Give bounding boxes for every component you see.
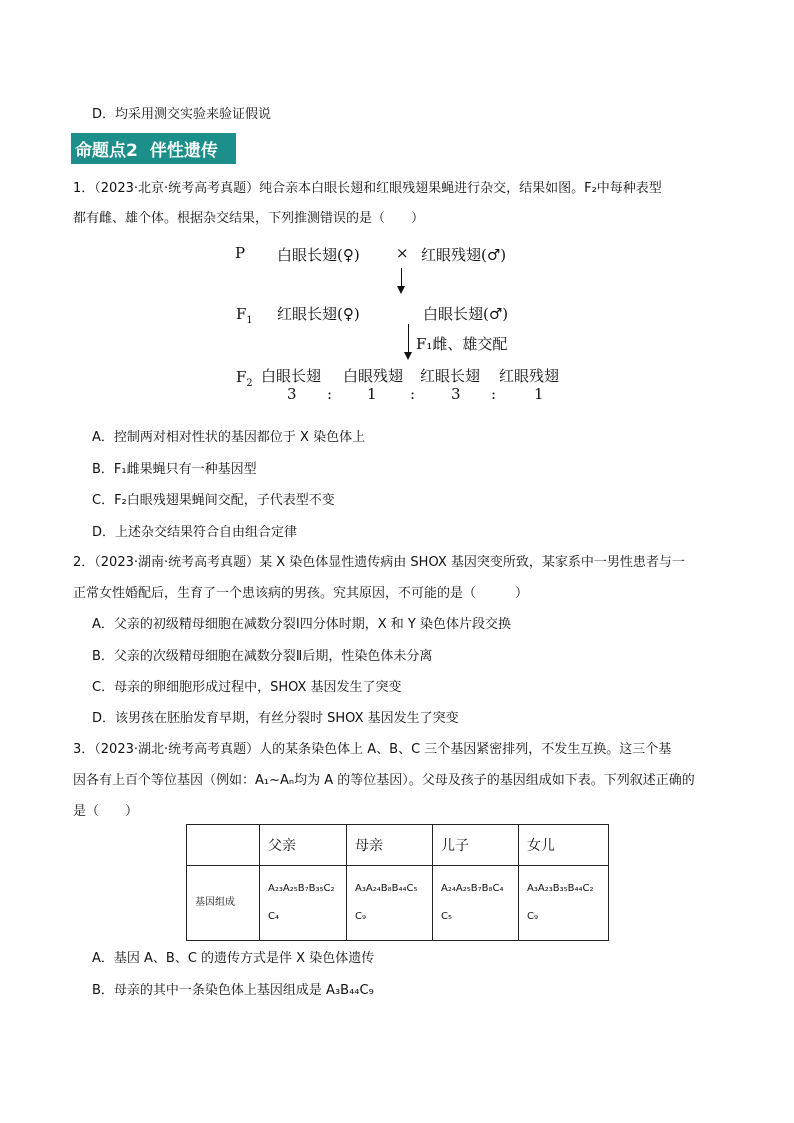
q1-option-d: D．上述杂交结果符合自由组合定律: [92, 525, 298, 540]
ratio-colon: :: [327, 385, 333, 403]
q2-option-d: D．该男孩在胚胎发育早期，有丝分裂时 SHOX 基因发生了突变: [92, 711, 459, 726]
ratio-colon: :: [410, 385, 416, 403]
table-cell-mother: A₃A₂₄B₈B₄₄C₅ C₉: [347, 866, 433, 941]
q1-option-a: A．控制两对相对性状的基因都位于 X 染色体上: [92, 430, 366, 445]
q3-stem-line2: 因各有上百个等位基因（例如：A₁~Aₙ均为 A 的等位基因）。父母及孩子的基因组成如下表。下列叙述正确的: [73, 773, 695, 788]
cross-symbol: ×: [396, 244, 409, 262]
gene-table: [186, 824, 609, 941]
f2-phenotype: 红眼残翅: [499, 367, 560, 385]
f2-label: $F_2$: [236, 368, 253, 389]
f1-male: 白眼长翅(♂): [423, 305, 509, 323]
section-label: 命题点2: [75, 141, 138, 161]
table-header-son: 儿子: [433, 825, 519, 866]
ratio-colon: :: [491, 385, 497, 403]
p-female: 白眼长翅(♀): [277, 246, 360, 264]
table-header-empty: [187, 825, 260, 866]
table-header-father: 父亲: [260, 825, 347, 866]
q1-stem-line2: 都有雌、雄个体。根据杂交结果，下列推测错误的是（ ）: [73, 211, 425, 226]
ratio-value: 1: [367, 385, 377, 403]
q3-option-b: B．母亲的其中一条染色体上基因组成是 A₃B₄₄C₉: [92, 983, 374, 998]
table-row: [187, 866, 609, 941]
q1-option-c: C．F₂白眼残翅果蝇间交配，子代表型不变: [92, 493, 335, 508]
section-title: 伴性遗传: [149, 141, 218, 161]
f1-label: $F_1$: [236, 305, 253, 326]
table-cell-daughter: A₃A₂₃B₃₅B₄₄C₂ C₉: [519, 866, 609, 941]
q2-option-a: A．父亲的初级精母细胞在减数分裂Ⅰ四分体时期，X 和 Y 染色体片段交换: [92, 617, 511, 632]
q2-stem-line2: 正常女性婚配后，生育了一个患该病的男孩。究其原因，不可能的是（ ）: [73, 586, 529, 601]
arrow-f1-to-f2: [408, 324, 409, 358]
f2-phenotype: 红眼长翅: [420, 367, 481, 385]
ratio-value: 1: [534, 385, 544, 403]
section-banner: [71, 133, 236, 164]
f1-female: 红眼长翅(♀): [277, 305, 360, 323]
f2-phenotype: 白眼长翅: [261, 367, 322, 385]
q2-option-b: B．父亲的次级精母细胞在减数分裂Ⅱ后期，性染色体未分离: [92, 649, 433, 664]
table-row-label: 基因组成: [187, 866, 260, 941]
p-label: P: [235, 244, 246, 262]
q2-stem-line1: 2．（2023·湖南·统考高考真题）某 X 染色体显性遗传病由 SHOX 基因突变所致，某家系中一男性患者与一: [73, 555, 685, 570]
f1-cross-note: F₁雌、雄交配: [416, 335, 508, 353]
q3-stem-line1: 3．（2023·湖北·统考高考真题）人的某条染色体上 A、B、C 三个基因紧密排列，不发生互换。这三个基: [73, 742, 672, 757]
q3-option-a: A．基因 A、B、C 的遗传方式是伴 X 染色体遗传: [92, 951, 375, 966]
q3-stem-line3: 是（ ）: [73, 804, 139, 819]
arrow-p-to-f1: [401, 268, 402, 292]
q2-option-c: C．母亲的卵细胞形成过程中，SHOX 基因发生了突变: [92, 680, 402, 695]
q1-stem-line1: 1．（2023·北京·统考高考真题）纯合亲本白眼长翅和红眼残翅果蝇进行杂交，结果如图。F₂中每种表型: [73, 181, 662, 196]
table-header-row: [187, 825, 609, 866]
table-header-mother: 母亲: [347, 825, 433, 866]
p-male: 红眼残翅(♂): [421, 246, 507, 264]
f2-phenotype: 白眼残翅: [343, 367, 404, 385]
table-cell-father: A₂₃A₂₅B₇B₃₅C₂ C₄: [260, 866, 347, 941]
option-d-prev: D．均采用测交实验来验证假说: [92, 107, 272, 122]
ratio-value: 3: [287, 385, 297, 403]
ratio-value: 3: [451, 385, 461, 403]
q1-option-b: B．F₁雌果蝇只有一种基因型: [92, 462, 257, 477]
table-cell-son: A₂₄A₂₅B₇B₈C₄ C₅: [433, 866, 519, 941]
table-header-daughter: 女儿: [519, 825, 609, 866]
